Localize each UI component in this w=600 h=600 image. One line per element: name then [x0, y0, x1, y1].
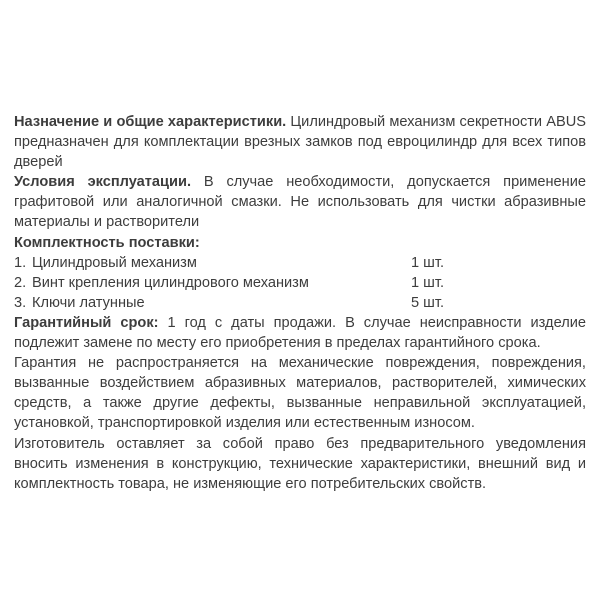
kit-item-number: 3. [14, 294, 27, 311]
kit-item-number: 2. [14, 274, 27, 291]
kit-list [14, 253, 586, 313]
kit-item-name: Ключи латунные [32, 294, 145, 311]
kit-item-quantity: 5 шт. [411, 294, 444, 311]
kit-item-name: Винт крепления цилиндрового механизм [32, 274, 309, 291]
operation-text: В случае необходимости, допускается применение графитовой или аналогичной смазки. Не использовать для чистки абразивные материалы и растворители [14, 174, 586, 231]
purpose-text: Цилиндровый механизм секретности ABUS предназначен для комплектации врезных замков под евроцилиндр для всех типов дверей [14, 114, 586, 171]
product-info-document [14, 112, 586, 494]
kit-heading: Комплектность поставки: [14, 234, 200, 251]
purpose-paragraph [14, 112, 586, 172]
purpose-heading: Назначение и общие характеристики. [14, 114, 287, 130]
manufacturer-note-paragraph: Изготовитель оставляет за собой право без предварительного уведомления вносить изменения в конструкцию, технические характеристики, внешний вид и комплектность товара, не изменяющие его потребительских свойств. [14, 435, 586, 492]
kit-item-number: 1. [14, 254, 27, 271]
operation-heading: Условия эксплуатации. [14, 174, 192, 191]
warranty-text: 1 год с даты продажи. В случае неисправности изделие подлежит замене по месту его приобретения в пределах гарантийного срока. [14, 314, 586, 352]
warranty-heading: Гарантийный срок: [14, 314, 159, 331]
kit-item-cylinder [14, 253, 586, 273]
kit-item-screw [14, 273, 586, 293]
kit-item-quantity: 1 шт. [411, 274, 444, 291]
warranty-paragraph [14, 313, 586, 353]
kit-item-name: Цилиндровый механизм [32, 254, 197, 271]
kit-item-quantity: 1 шт. [411, 254, 444, 271]
operation-paragraph [14, 172, 586, 232]
kit-item-keys [14, 293, 586, 313]
warranty-exclusion-paragraph: Гарантия не распространяется на механические повреждения, повреждения, вызванные воздействием абразивных материалов, растворителей, химических средств, а также другие дефекты, вызванные неправильной эксплуатацией, установкой, транспортировкой изделия или естественным износом. [14, 355, 586, 432]
